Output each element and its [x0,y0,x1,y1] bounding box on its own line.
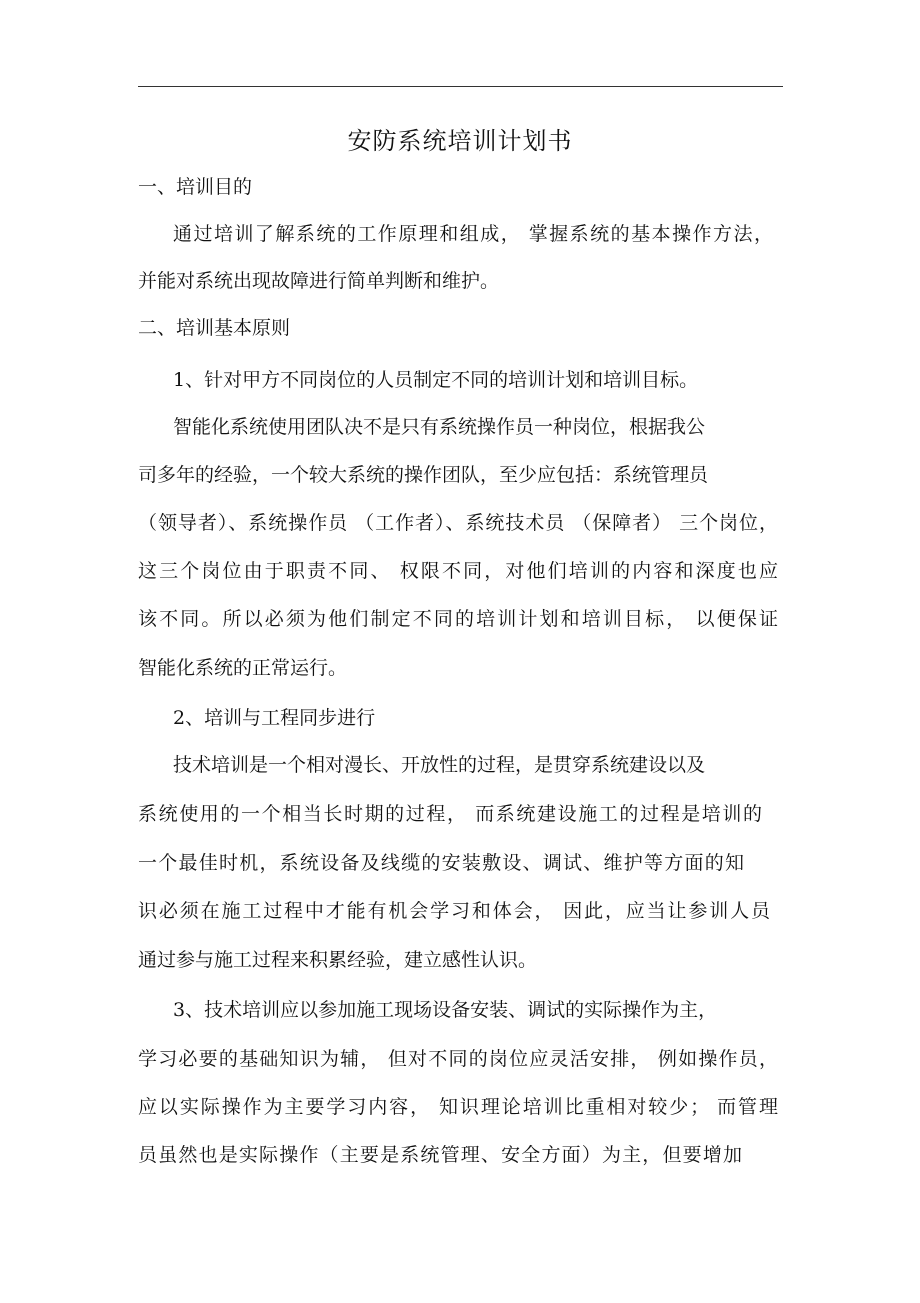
paragraph-line: 通过培训了解系统的工作原理和组成， 掌握系统的基本操作方法， [173,223,773,245]
paragraph-line: 员虽然也是实际操作（主要是系统管理、安全方面）为主，但要增加 [138,1144,742,1166]
header-rule [138,86,783,87]
paragraph-line: 应以实际操作为主要学习内容， 知识理论培训比重相对较少； 而管理 [138,1096,778,1118]
paragraph-line: 学习必要的基础知识为辅， 但对不同的岗位应灵活安排， 例如操作员， [138,1048,778,1070]
section-heading-purpose: 一、培训目的 [138,176,253,198]
paragraph-line: 司多年的经验，一个较大系统的操作团队，至少应包括：系统管理员 [138,464,709,486]
paragraph-line: 智能化系统的正常运行。 [138,657,348,679]
document-title: 安防系统培训计划书 [347,127,573,155]
paragraph-line: （领导者）、系统操作员 （工作者）、系统技术员 （保障者） 三个岗位， [138,512,778,534]
section-heading-principles: 二、培训基本原则 [138,317,291,339]
paragraph-line: 识必须在施工过程中才能有机会学习和体会， 因此，应当让参训人员 [138,900,770,922]
paragraph-line: 并能对系统出现故障进行简单判断和维护。 [138,270,500,292]
paragraph-line: 一个最佳时机，系统设备及线缆的安装敷设、调试、维护等方面的知 [138,852,744,874]
subheading-item-1: 1、针对甲方不同岗位的人员制定不同的培训计划和培训目标。 [173,369,699,391]
paragraph-line: 技术培训是一个相对漫长、开放性的过程，是贯穿系统建设以及 [173,754,706,776]
paragraph-line: 这三个岗位由于职责不同、 权限不同，对他们培训的内容和深度也应 [138,560,778,582]
paragraph-line: 该不同。所以必须为他们制定不同的培训计划和培训目标， 以便保证 [138,608,778,630]
paragraph-line: 系统使用的一个相当长时期的过程， 而系统建设施工的过程是培训的 [138,803,762,825]
subheading-item-3: 3、技术培训应以参加施工现场设备安装、调试的实际操作为主， [173,999,718,1021]
subheading-item-2: 2、培训与工程同步进行 [173,707,376,729]
paragraph-line: 通过参与施工过程来积累经验，建立感性认识。 [138,949,538,971]
paragraph-line: 智能化系统使用团队决不是只有系统操作员一种岗位，根据我公 [173,416,706,438]
